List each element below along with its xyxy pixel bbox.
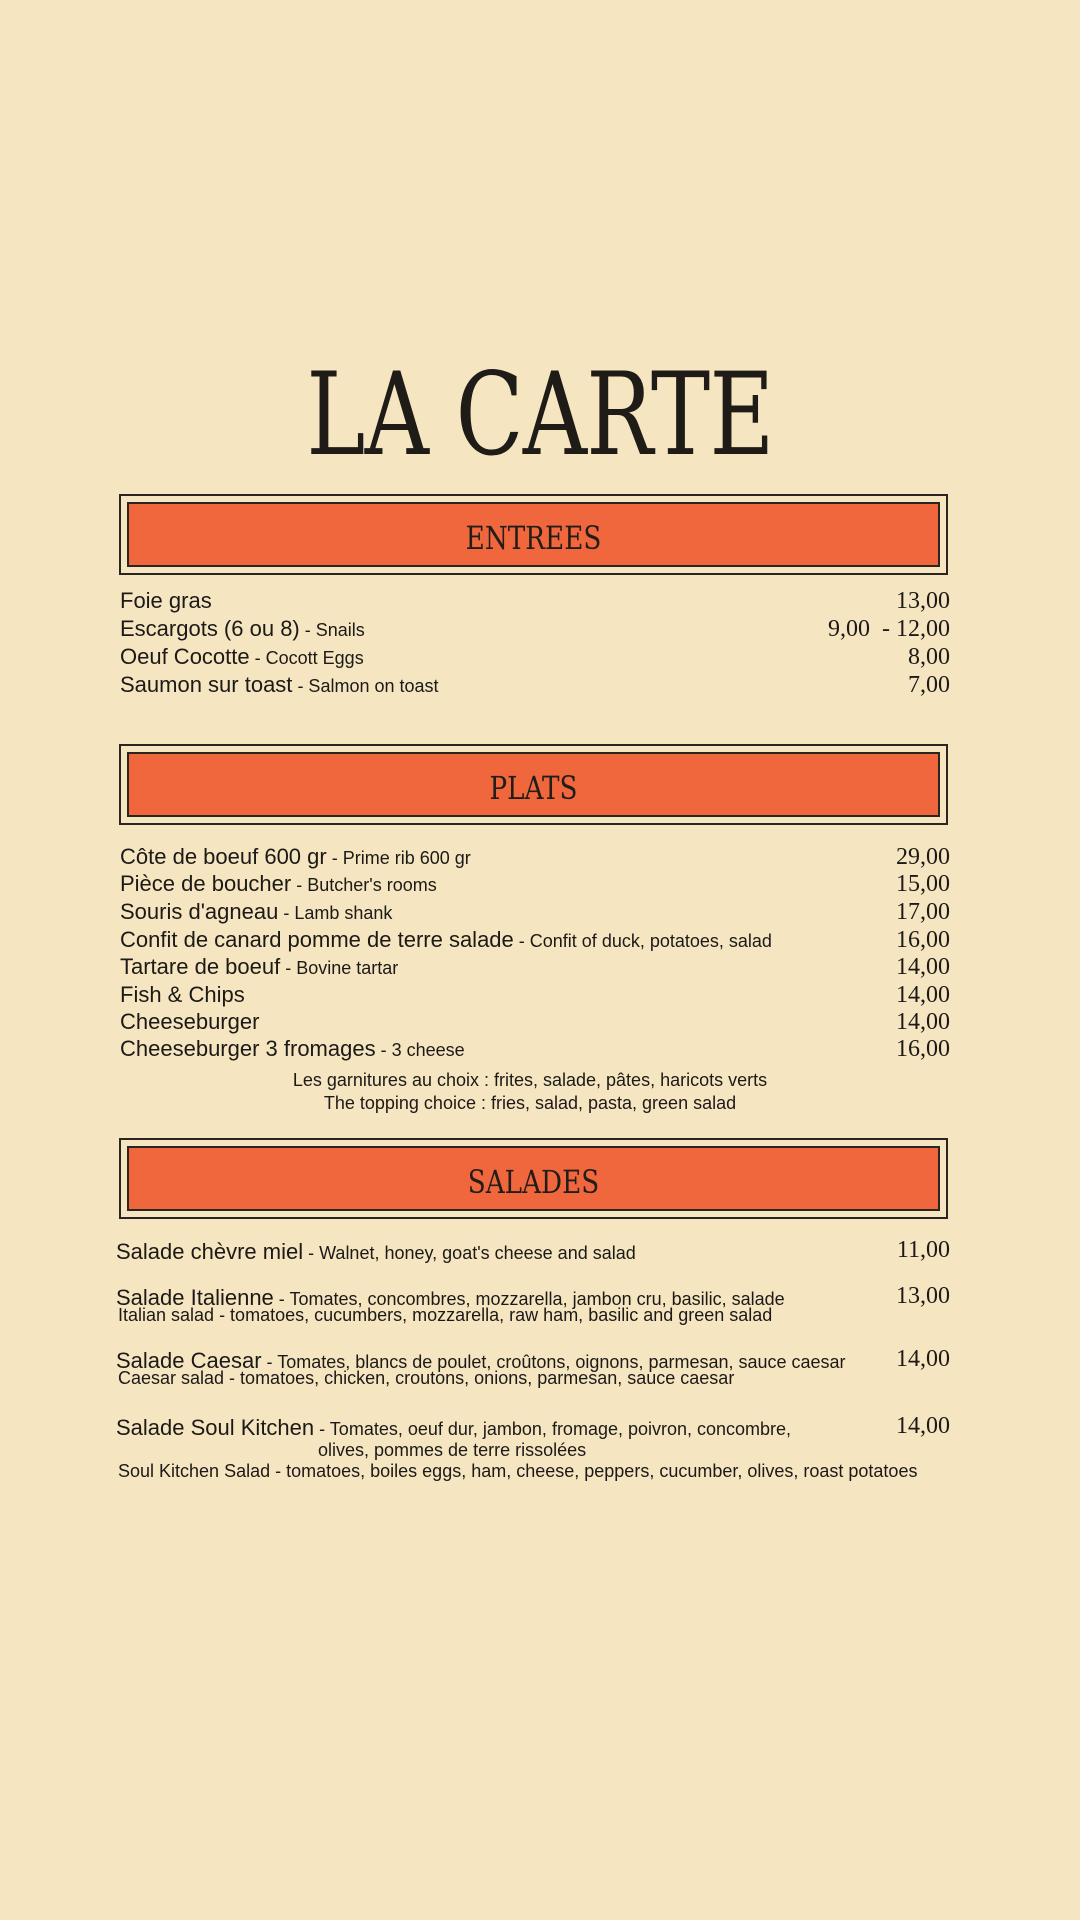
menu-item — [120, 1035, 950, 1063]
item-name: Cheeseburger 3 fromages - 3 cheese — [120, 1036, 465, 1061]
item-translation: Italian salad - tomatoes, cucumbers, mozzarella, raw ham, basilic and green salad — [118, 1305, 773, 1325]
section-heading-salades: SALADES — [467, 1163, 600, 1201]
item-translation: Caesar salad - tomatoes, chicken, croutons, onions, parmesan, sauce caesar — [118, 1368, 735, 1388]
item-name: Cheeseburger — [120, 1009, 260, 1034]
item-price: 15,00 — [896, 871, 950, 897]
garnish-note-fr: Les garnitures au choix : frites, salade, pâtes, haricots verts — [292, 1070, 768, 1090]
item-description: - Bovine tartar — [280, 958, 399, 978]
item-description: - Snails — [299, 620, 365, 640]
item-price: 8,00 — [908, 644, 950, 670]
item-name: Confit de canard pomme de terre salade - Confit of duck, potatoes, salad — [120, 927, 772, 952]
item-price: 13,00 — [896, 588, 950, 614]
garnish-note-en: The topping choice : fries, salad, pasta, green salad — [323, 1093, 737, 1113]
item-name: Salade chèvre miel - Walnet, honey, goat's cheese and salad — [116, 1239, 636, 1264]
section-heading-entrees: ENTREES — [465, 519, 602, 557]
item-price: 14,00 — [896, 982, 950, 1008]
banner-fill — [127, 752, 940, 817]
menu-item — [116, 1347, 950, 1391]
item-name: Escargots (6 ou 8) - Snails — [120, 616, 365, 641]
banner-fill — [127, 502, 940, 567]
menu-item — [116, 1414, 950, 1484]
section-heading-plats: PLATS — [489, 769, 578, 807]
item-price: 17,00 — [896, 899, 950, 925]
item-description-continued: olives, pommes de terre rissolées — [318, 1440, 587, 1460]
menu-item — [116, 1238, 950, 1266]
item-description: - Lamb shank — [278, 903, 393, 923]
item-price: 9,00 - 12,00 — [828, 616, 950, 642]
item-price: 16,00 — [896, 927, 950, 953]
item-price: 14,00 — [896, 1009, 950, 1035]
item-description: - Tomates, blancs de poulet, croûtons, oignons, parmesan, sauce caesar — [261, 1352, 846, 1372]
menu-item — [120, 615, 950, 643]
banner-fill — [127, 1146, 940, 1211]
menu-item — [120, 1008, 950, 1036]
item-description: - Walnet, honey, goat's cheese and salad — [303, 1243, 636, 1263]
menu-item — [120, 843, 950, 871]
item-name: Salade Italienne - Tomates, concombres, mozzarella, jambon cru, basilic, salade — [116, 1285, 785, 1310]
item-name: Pièce de boucher - Butcher's rooms — [120, 871, 437, 896]
section-banner-entrees — [119, 494, 948, 575]
item-name: Tartare de boeuf - Bovine tartar — [120, 954, 399, 979]
item-name: Souris d'agneau - Lamb shank — [120, 899, 393, 924]
menu-item — [120, 898, 950, 926]
item-name: Salade Caesar - Tomates, blancs de poulet, croûtons, oignons, parmesan, sauce caesar — [116, 1348, 846, 1373]
item-description: - Salmon on toast — [292, 676, 439, 696]
item-name: Côte de boeuf 600 gr - Prime rib 600 gr — [120, 844, 471, 869]
item-description: - Tomates, oeuf dur, jambon, fromage, poivron, concombre, — [314, 1419, 792, 1439]
item-price: 14,00 — [896, 1346, 950, 1372]
menu-item — [120, 953, 950, 981]
item-name: Oeuf Cocotte - Cocott Eggs — [120, 644, 364, 669]
menu-item — [116, 1284, 950, 1328]
item-translation: Soul Kitchen Salad - tomatoes, boiles eggs, ham, cheese, peppers, cucumber, olives, roast potatoes — [118, 1461, 918, 1481]
item-name: Foie gras — [120, 588, 212, 613]
menu-item — [120, 643, 950, 671]
item-name: Fish & Chips — [120, 982, 245, 1007]
item-price: 16,00 — [896, 1036, 950, 1062]
item-description: - Cocott Eggs — [249, 648, 364, 668]
item-price: 29,00 — [896, 844, 950, 870]
menu-item — [120, 870, 950, 898]
item-description: - 3 cheese — [375, 1040, 465, 1060]
menu-item — [120, 671, 950, 699]
item-description: - Butcher's rooms — [291, 875, 437, 895]
item-price: 7,00 — [908, 672, 950, 698]
page-title: LA CARTE — [306, 348, 774, 481]
item-price: 11,00 — [896, 1237, 950, 1263]
menu-item — [120, 587, 950, 615]
item-price: 13,00 — [896, 1283, 950, 1309]
item-description: - Confit of duck, potatoes, salad — [513, 931, 772, 951]
item-name: Saumon sur toast - Salmon on toast — [120, 672, 439, 697]
item-description: - Prime rib 600 gr — [326, 848, 471, 868]
item-description: - Tomates, concombres, mozzarella, jambon cru, basilic, salade — [273, 1289, 785, 1309]
menu-item — [120, 926, 950, 954]
section-banner-salades — [119, 1138, 948, 1219]
section-banner-plats — [119, 744, 948, 825]
item-name: Salade Soul Kitchen - Tomates, oeuf dur, jambon, fromage, poivron, concombre, — [116, 1415, 792, 1440]
item-price: 14,00 — [896, 954, 950, 980]
item-price: 14,00 — [896, 1413, 950, 1439]
menu-item — [120, 981, 950, 1009]
